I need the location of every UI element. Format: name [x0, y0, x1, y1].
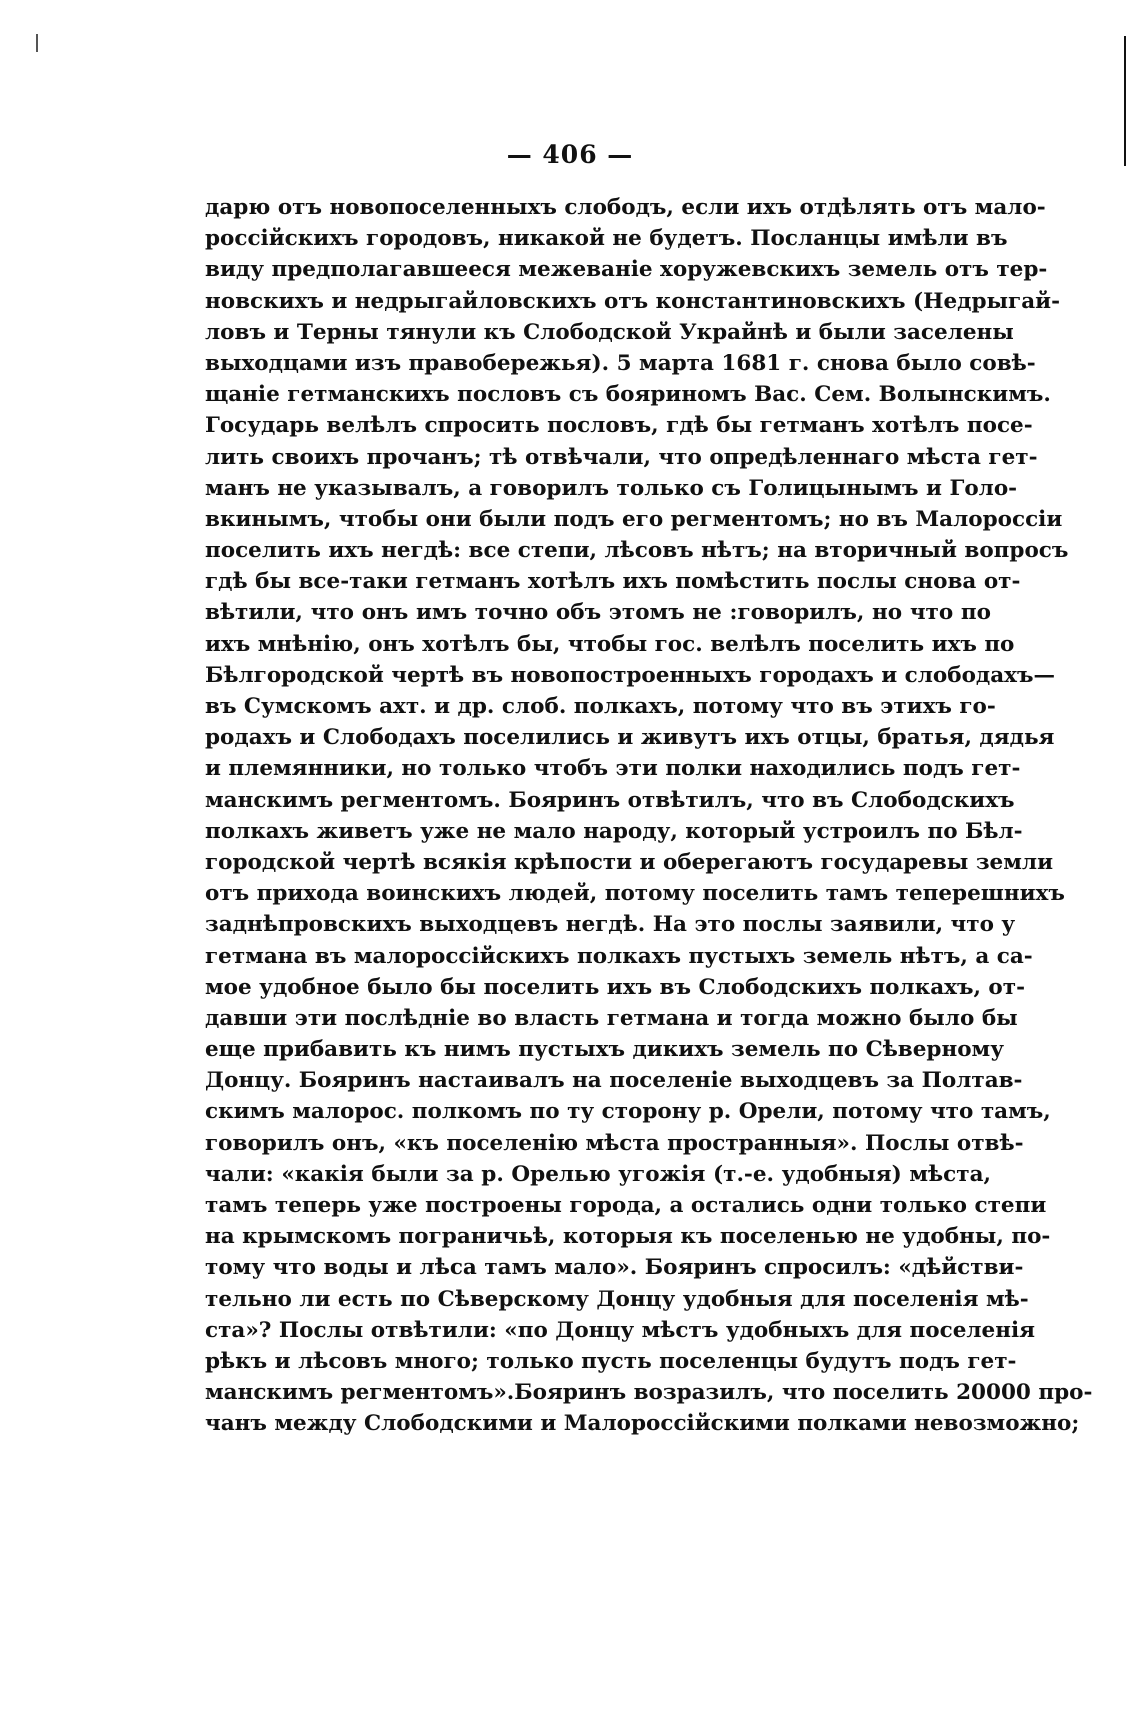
- body-text: [205, 192, 1093, 1440]
- text-line: родахъ и Слободахъ поселились и живутъ ихъ отцы, братья, дядья: [205, 725, 1055, 751]
- text-line: Бѣлгородской чертѣ въ новопостроенныхъ городахъ и слободахъ—: [205, 662, 1055, 688]
- text-line: манскимъ регментомъ».Бояринъ возразилъ, что поселить 20000 про-: [205, 1380, 1093, 1406]
- text-line: россійскихъ городовъ, никакой не будетъ. Посланцы имѣли въ: [205, 226, 1008, 252]
- text-line: говорилъ онъ, «къ поселенію мѣста пространныя». Послы отвѣ-: [205, 1130, 1024, 1156]
- text-line: въ Сумскомъ ахт. и др. слоб. полкахъ, потому что въ этихъ го-: [205, 694, 996, 719]
- text-line: вѣтили, что онъ имъ точно объ этомъ не :говорилъ, но что по: [205, 600, 991, 626]
- text-line: и племянники, но только чтобъ эти полки находились подъ гет-: [205, 756, 1021, 782]
- text-line: гдѣ бы все-таки гетманъ хотѣлъ ихъ помѣстить послы снова от-: [205, 569, 1021, 595]
- page-number: — 406 —: [506, 140, 634, 169]
- text-line: тому что воды и лѣса тамъ мало». Бояринъ спросилъ: «дѣйстви-: [205, 1255, 1024, 1281]
- text-line: Государь велѣлъ спросить пословъ, гдѣ бы гетманъ хотѣлъ посе-: [205, 413, 1033, 439]
- text-line: рѣкъ и лѣсовъ много; только пусть поселенцы будутъ подъ гет-: [205, 1348, 1017, 1374]
- text-line: тамъ теперь уже построены города, а остались одни только степи: [205, 1193, 1047, 1218]
- text-line: мое удобное было бы поселить ихъ въ Слободскихъ полкахъ, от-: [205, 974, 1026, 1000]
- text-line: скимъ малорос. полкомъ по ту сторону р. Орели, потому что тамъ,: [205, 1099, 1051, 1125]
- text-line: давши эти послѣдніе во власть гетмана и тогда можно было бы: [205, 1005, 1018, 1031]
- text-line: ста»? Послы отвѣтили: «по Донцу мѣстъ удобныхъ для поселенія: [205, 1317, 1036, 1343]
- text-line: Донцу. Бояринъ настаивалъ на поселеніе выходцевъ за Полтав-: [205, 1068, 1023, 1094]
- text-line: ихъ мнѣнію, онъ хотѣлъ бы, чтобы гос. велѣлъ поселить ихъ по: [205, 631, 1015, 657]
- text-line: новскихъ и недрыгайловскихъ отъ константиновскихъ (Недрыгай-: [205, 288, 1061, 314]
- text-line: полкахъ живетъ уже не мало народу, который устроилъ по Бѣл-: [205, 818, 1023, 844]
- text-line: дарю отъ новопоселенныхъ слободъ, если ихъ отдѣлять отъ мало-: [205, 195, 1046, 220]
- text-line: тельно ли есть по Сѣверскому Донцу удобныя для поселенія мѣ-: [205, 1286, 1029, 1312]
- text-line: гетмана въ малороссійскихъ полкахъ пустыхъ земель нѣтъ, а са-: [205, 943, 1033, 969]
- text-line: поселить ихъ негдѣ: все степи, лѣсовъ нѣтъ; на вторичный вопросъ: [205, 538, 1069, 564]
- text-line: чанъ между Слободскими и Малороссійскими полками невозможно;: [205, 1411, 1080, 1437]
- text-line: отъ прихода воинскихъ людей, потому поселить тамъ теперешнихъ: [205, 881, 1065, 907]
- text-line: манъ не указывалъ, а говорилъ только съ Голицынымъ и Голо-: [205, 475, 1018, 501]
- text-line: чали: «какія были за р. Орелью угожія (т.-е. удобныя) мѣста,: [205, 1161, 991, 1187]
- text-line: еще прибавить къ нимъ пустыхъ дикихъ земель по Сѣверному: [205, 1037, 1004, 1063]
- text-line: манскимъ регментомъ. Бояринъ отвѣтилъ, что въ Слободскихъ: [205, 787, 1015, 813]
- text-line: ловъ и Терны тянули къ Слободской Украйнѣ и были заселены: [205, 319, 1014, 345]
- scan-edge-mark-left: [36, 34, 38, 52]
- text-line: виду предполагавшееся межеваніе хоружевскихъ земель отъ тер-: [205, 257, 1048, 283]
- text-line: заднѣпровскихъ выходцевъ негдѣ. На это послы заявили, что у: [205, 912, 1016, 938]
- text-line: городской чертѣ всякія крѣпости и оберегаютъ государевы земли: [205, 849, 1054, 875]
- text-line: выходцами изъ правобережья). 5 марта 1681 г. снова было совѣ-: [205, 350, 1036, 376]
- text-line: вкинымъ, чтобы они были подъ его регментомъ; но въ Малороссіи: [205, 506, 1063, 532]
- text-line: щаніе гетманскихъ пословъ съ бояриномъ Вас. Сем. Волынскимъ.: [205, 382, 1051, 408]
- text-line: на крымскомъ пограничьѣ, которыя къ поселенью не удобны, по-: [205, 1224, 1051, 1250]
- text-line: лить своихъ прочанъ; тѣ отвѣчали, что опредѣленнаго мѣста гет-: [205, 444, 1038, 470]
